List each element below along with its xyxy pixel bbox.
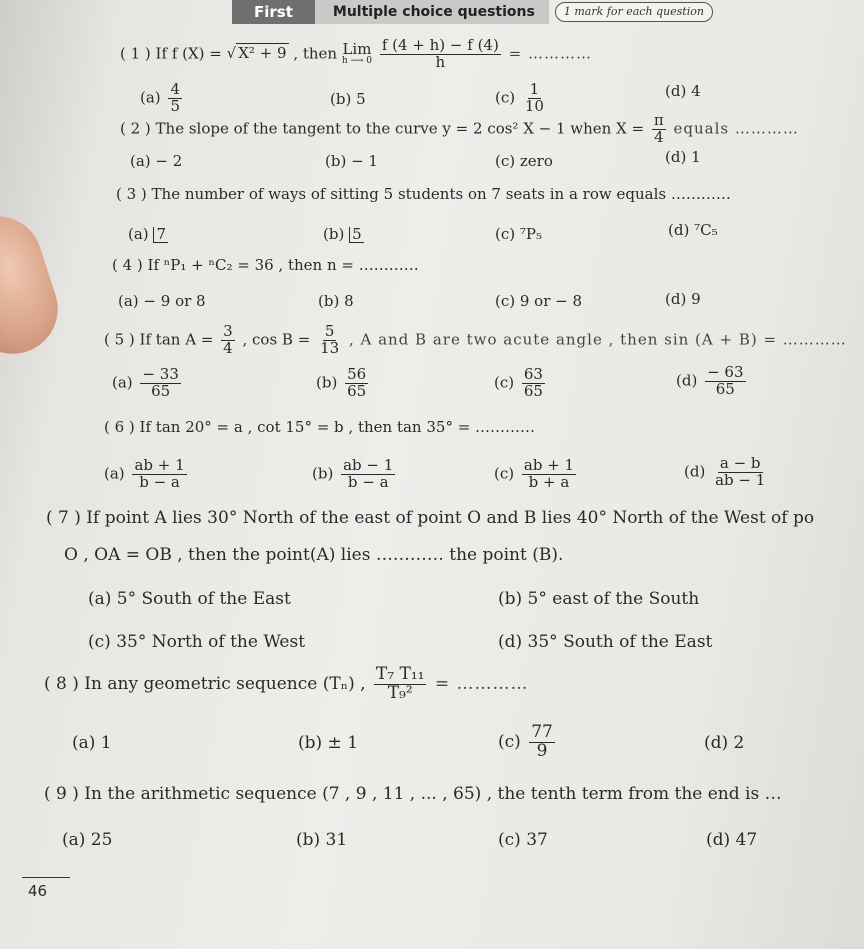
question-2: ( 2 ) The slope of the tangent to the curve y = 2 cos² X − 1 when X = $\frac{\pi}{4}$ equals ………… xyxy=(120,111,799,146)
q7-option-c[interactable]: (c) 35° North of the West xyxy=(88,632,306,652)
q6-option-c[interactable]: (c) $\frac{ab + 1}{b + a}$ xyxy=(494,456,575,491)
q1-sqrt: √ X² + 9 xyxy=(226,44,287,63)
question-7-line-1: ( 7 ) If point A lies 30° North of the east of point O and B lies 40° North of the West of po xyxy=(46,508,815,528)
q1-option-d[interactable]: (d) 4 xyxy=(665,82,701,100)
page-number: 46 xyxy=(28,882,48,900)
q2-option-a[interactable]: (a) − 2 xyxy=(130,152,183,170)
q3-option-a[interactable]: (a) 7 xyxy=(128,225,166,243)
q7-option-b[interactable]: (b) 5° east of the South xyxy=(498,589,700,609)
q8-option-a[interactable]: (a) 1 xyxy=(72,733,112,753)
q1-number: ( 1 ) If xyxy=(120,44,168,63)
q1-difference-quotient: $\frac{f (4 + h) - f (4)}{h}$ xyxy=(381,36,499,71)
q5-option-b[interactable]: (b) $\frac{56}{65}$ xyxy=(316,365,367,400)
q4-option-a[interactable]: (a) − 9 or 8 xyxy=(118,292,206,310)
section-header xyxy=(232,0,713,24)
q7-option-a[interactable]: (a) 5° South of the East xyxy=(88,589,291,609)
q6-option-b[interactable]: (b) $\frac{ab - 1}{b - a}$ xyxy=(312,456,394,491)
question-3: ( 3 ) The number of ways of sitting 5 students on 7 seats in a row equals ………… xyxy=(116,185,731,203)
question-7-line-2: O , OA = OB , then the point(A) lies ………… the point (B). xyxy=(64,545,564,565)
question-5: ( 5 ) If tan A = $\frac{3}{4}$ , cos B = $\frac{5}{13}$ , A and B are two acute angle , then sin (A + B) = ………… xyxy=(104,322,847,357)
q2-option-c[interactable]: (c) zero xyxy=(495,152,553,170)
q5-option-c[interactable]: (c) $\frac{63}{65}$ xyxy=(494,365,543,400)
q4-option-b[interactable]: (b) 8 xyxy=(318,292,354,310)
q8-option-b[interactable]: (b) ± 1 xyxy=(298,733,359,753)
question-8: ( 8 ) In any geometric sequence (Tₙ) , $\frac{\text{T₇ T₁₁}}{\text{T₉²}}$ = ………… xyxy=(44,664,529,703)
q8-option-d[interactable]: (d) 2 xyxy=(704,733,745,753)
q8-option-c[interactable]: (c) $\frac{77}{9}$ xyxy=(498,722,553,761)
q4-option-c[interactable]: (c) 9 or − 8 xyxy=(495,292,583,310)
q9-option-d[interactable]: (d) 47 xyxy=(706,830,758,850)
footer-rule xyxy=(22,877,70,878)
question-1: ( 1 ) If f (X) = √ X² + 9 , then Lim h ⟶ 0 $\frac{f (4 + h) - f (4)}{h}$ = ………… xyxy=(120,36,592,71)
q3-option-c[interactable]: (c) ⁷P₅ xyxy=(495,225,542,243)
question-6: ( 6 ) If tan 20° = a , cot 15° = b , then tan 35° = ………… xyxy=(104,418,536,436)
q3-option-d[interactable]: (d) ⁷C₅ xyxy=(668,221,718,239)
q1-option-a[interactable]: (a) $\frac{4}{5}$ xyxy=(140,80,180,115)
header-title: Multiple choice questions xyxy=(315,0,549,24)
q3-option-b[interactable]: (b) 5 xyxy=(323,225,362,243)
header-tag: First xyxy=(232,0,315,24)
q2-option-d[interactable]: (d) 1 xyxy=(665,148,701,166)
question-4: ( 4 ) If ⁿP₁ + ⁿC₂ = 36 , then n = ………… xyxy=(112,256,419,274)
header-mark-note: 1 mark for each question xyxy=(555,2,713,22)
q1-option-b[interactable]: (b) 5 xyxy=(330,90,366,108)
q6-option-a[interactable]: (a) $\frac{ab + 1}{b - a}$ xyxy=(104,456,185,491)
q5-option-d[interactable]: (d) $\frac{- 63}{65}$ xyxy=(676,363,744,398)
question-9: ( 9 ) In the arithmetic sequence (7 , 9 , 11 , ... , 65) , the tenth term from the end is … xyxy=(44,784,782,804)
q1-function: f (X) = xyxy=(171,44,222,63)
q6-option-d[interactable]: (d) $\frac{a - b}{ab - 1}$ xyxy=(684,454,766,489)
q4-option-d[interactable]: (d) 9 xyxy=(665,290,701,308)
q1-option-c[interactable]: (c) $\frac{1}{10}$ xyxy=(495,80,544,115)
q2-option-b[interactable]: (b) − 1 xyxy=(325,152,378,170)
q7-option-d[interactable]: (d) 35° South of the East xyxy=(498,632,713,652)
q1-limit: Lim h ⟶ 0 xyxy=(341,40,373,67)
finger-photo-artifact xyxy=(0,205,69,366)
q9-option-b[interactable]: (b) 31 xyxy=(296,830,348,850)
q9-option-c[interactable]: (c) 37 xyxy=(498,830,548,850)
q5-option-a[interactable]: (a) $\frac{- 33}{65}$ xyxy=(112,365,179,400)
q9-option-a[interactable]: (a) 25 xyxy=(62,830,113,850)
